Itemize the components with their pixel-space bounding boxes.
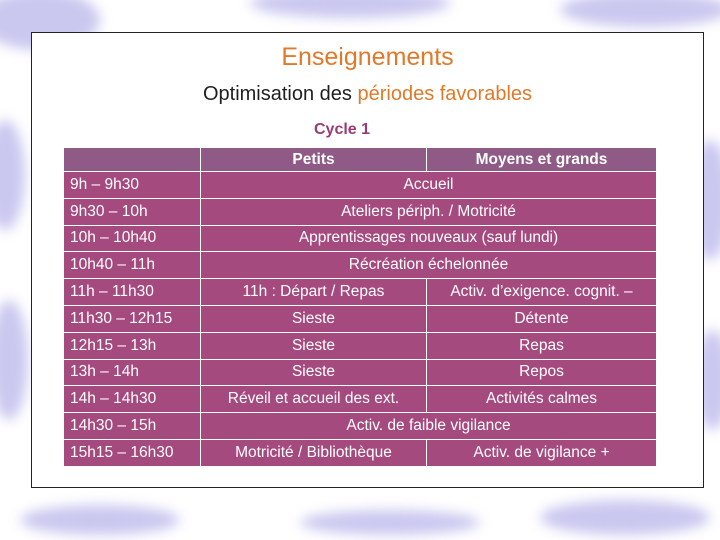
row-activity-shared: Récréation échelonnée: [201, 252, 657, 279]
table-row: [64, 198, 657, 225]
table-row: [64, 386, 657, 413]
row-activity-moyens-grands: Repos: [427, 359, 657, 386]
row-activity-moyens-grands: Activ. de vigilance +: [427, 439, 657, 466]
header-time: [64, 148, 201, 172]
row-time: 9h30 – 10h: [64, 198, 201, 225]
row-time: 9h – 9h30: [64, 172, 201, 199]
row-activity-shared: Accueil: [201, 172, 657, 199]
row-activity-moyens-grands: Détente: [427, 305, 657, 332]
table-row: [64, 172, 657, 199]
row-activity-moyens-grands: Repas: [427, 332, 657, 359]
header-petits: Petits: [201, 148, 427, 172]
subtitle-accent: périodes favorables: [357, 83, 533, 105]
subtitle-prefix: Optimisation des: [202, 83, 358, 105]
row-time: 11h30 – 12h15: [64, 305, 201, 332]
row-time: 12h15 – 13h: [64, 332, 201, 359]
cycle-label: Cycle 1: [314, 121, 371, 138]
table-row: [64, 279, 657, 306]
row-activity-petits: Sieste: [201, 359, 427, 386]
table-row: [64, 359, 657, 386]
row-time: 10h40 – 11h: [64, 252, 201, 279]
row-activity-petits: Sieste: [201, 305, 427, 332]
table-row: [64, 305, 657, 332]
table-row: [64, 413, 657, 440]
table-row: [64, 439, 657, 466]
table-row: [64, 332, 657, 359]
row-activity-petits: Réveil et accueil des ext.: [201, 386, 427, 413]
row-activity-petits: Motricité / Bibliothèque: [201, 439, 427, 466]
row-time: 13h – 14h: [64, 359, 201, 386]
table-row: [64, 252, 657, 279]
row-activity-moyens-grands: Activités calmes: [427, 386, 657, 413]
row-time: 10h – 10h40: [64, 225, 201, 252]
slide-frame: [31, 32, 704, 488]
slide-title: Enseignements: [281, 43, 454, 71]
table-header-row: [64, 148, 657, 172]
row-activity-moyens-grands: Activ. d’exigence. cognit. –: [427, 279, 657, 306]
row-activity-petits: 11h : Départ / Repas: [201, 279, 427, 306]
row-time: 11h – 11h30: [64, 279, 201, 306]
row-activity-shared: Apprentissages nouveaux (sauf lundi): [201, 225, 657, 252]
slide-subtitle: [32, 83, 703, 106]
table-row: [64, 225, 657, 252]
row-time: 14h30 – 15h: [64, 413, 201, 440]
row-time: 15h15 – 16h30: [64, 439, 201, 466]
header-moyens-grands: Moyens et grands: [427, 148, 657, 172]
row-activity-shared: Activ. de faible vigilance: [201, 413, 657, 440]
row-time: 14h – 14h30: [64, 386, 201, 413]
row-activity-shared: Ateliers périph. / Motricité: [201, 198, 657, 225]
row-activity-petits: Sieste: [201, 332, 427, 359]
schedule-table: [63, 147, 657, 467]
